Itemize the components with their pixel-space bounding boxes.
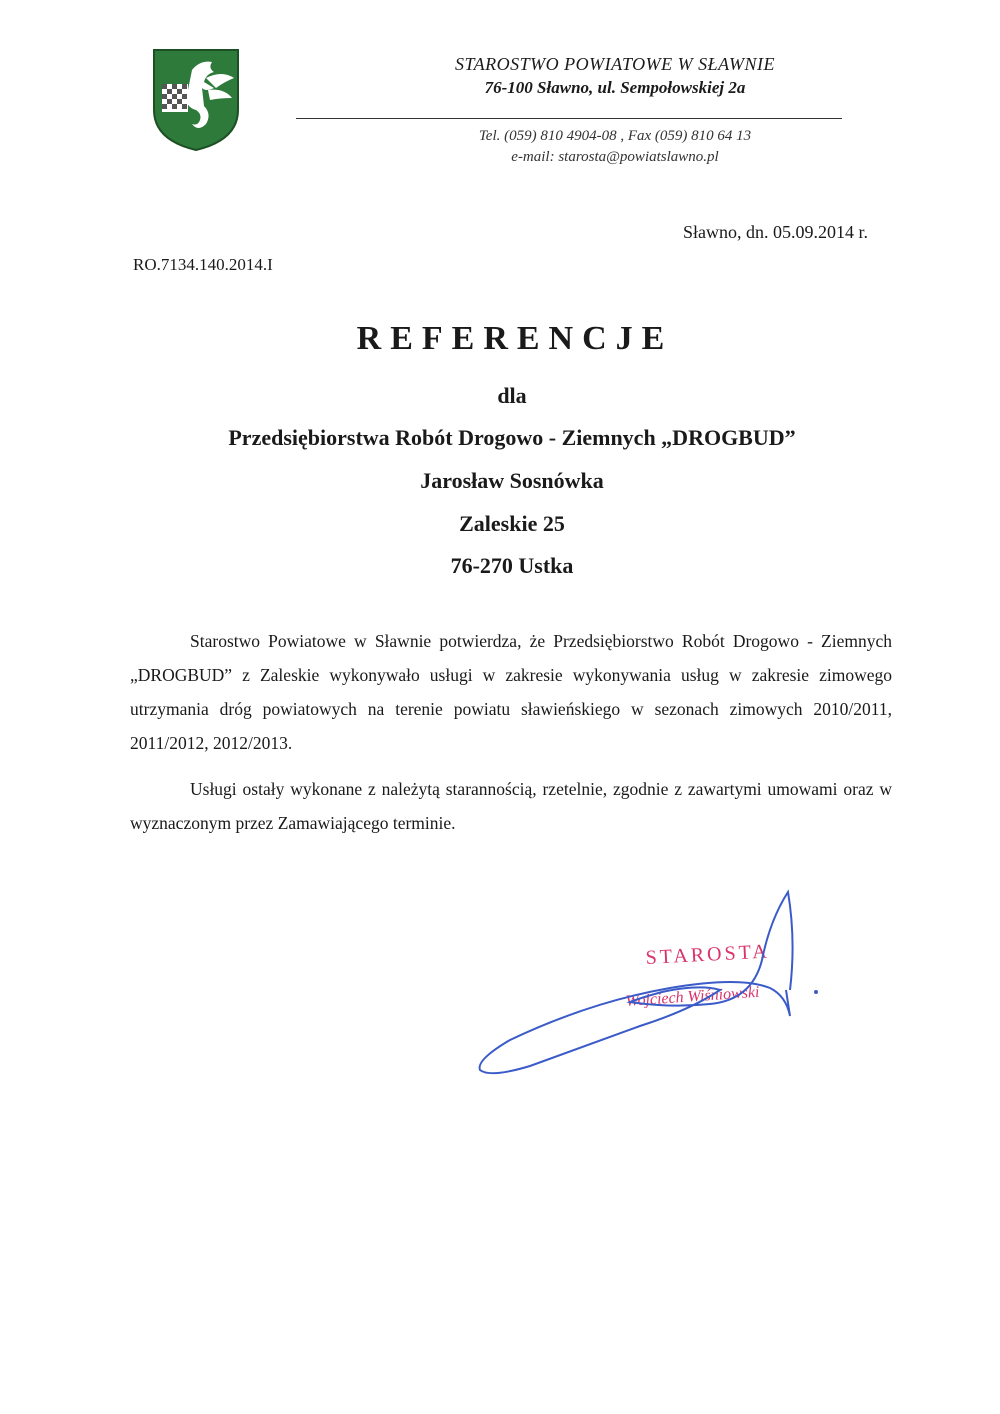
- stamp-name: Wojciech Wiśniowski: [625, 983, 761, 1010]
- stamp-title: STAROSTA: [645, 940, 771, 969]
- coat-of-arms-icon: [152, 48, 240, 152]
- document-date: Sławno, dn. 05.09.2014 r.: [682, 222, 868, 242]
- reference-number: RO.7134.140.2014.I: [133, 255, 273, 274]
- organization-phone-fax: Tel. (059) 810 4904-08 , Fax (059) 810 64 13: [478, 128, 752, 144]
- document-title: REFERENCJE: [356, 320, 674, 357]
- signature-ink-icon: [480, 892, 793, 1073]
- organization-name: STAROSTWO POWIATOWE W SŁAWNIE: [455, 54, 775, 74]
- body-paragraph-1: Starostwo Powiatowe w Sławnie potwierdza, że Przedsiębiorstwo Robót Drogowo - Ziemnych „DROGBUD” z Zaleskie wykonywało usługi w zakresie wykonywania usług w zakresie zimowego utrzymania dróg powiatowych na terenie powiatu sławieńskiego w sezonach zimowych 2010/2011, 2011/2012, 2012/2013.: [130, 631, 892, 753]
- recipient-city: 76-270 Ustka: [450, 553, 574, 578]
- recipient-person: Jarosław Sosnówka: [420, 468, 604, 493]
- header-divider: [296, 118, 842, 119]
- body-paragraph-2: Usługi ostały wykonane z należytą starannością, rzetelnie, zgodnie z zawartymi umowami oraz w wyznaczonym przez Zamawiającego terminie.: [130, 779, 892, 833]
- organization-email: e-mail: starosta@powiatslawno.pl: [511, 149, 719, 165]
- recipient-company: Przedsiębiorstwa Robót Drogowo - Ziemnych „DROGBUD”: [228, 425, 796, 450]
- organization-address: 76-100 Sławno, ul. Sempołowskiej 2a: [484, 78, 746, 97]
- recipient-preposition: dla: [497, 383, 527, 408]
- recipient-street: Zaleskie 25: [459, 511, 565, 536]
- signature-stamp: [470, 880, 830, 1080]
